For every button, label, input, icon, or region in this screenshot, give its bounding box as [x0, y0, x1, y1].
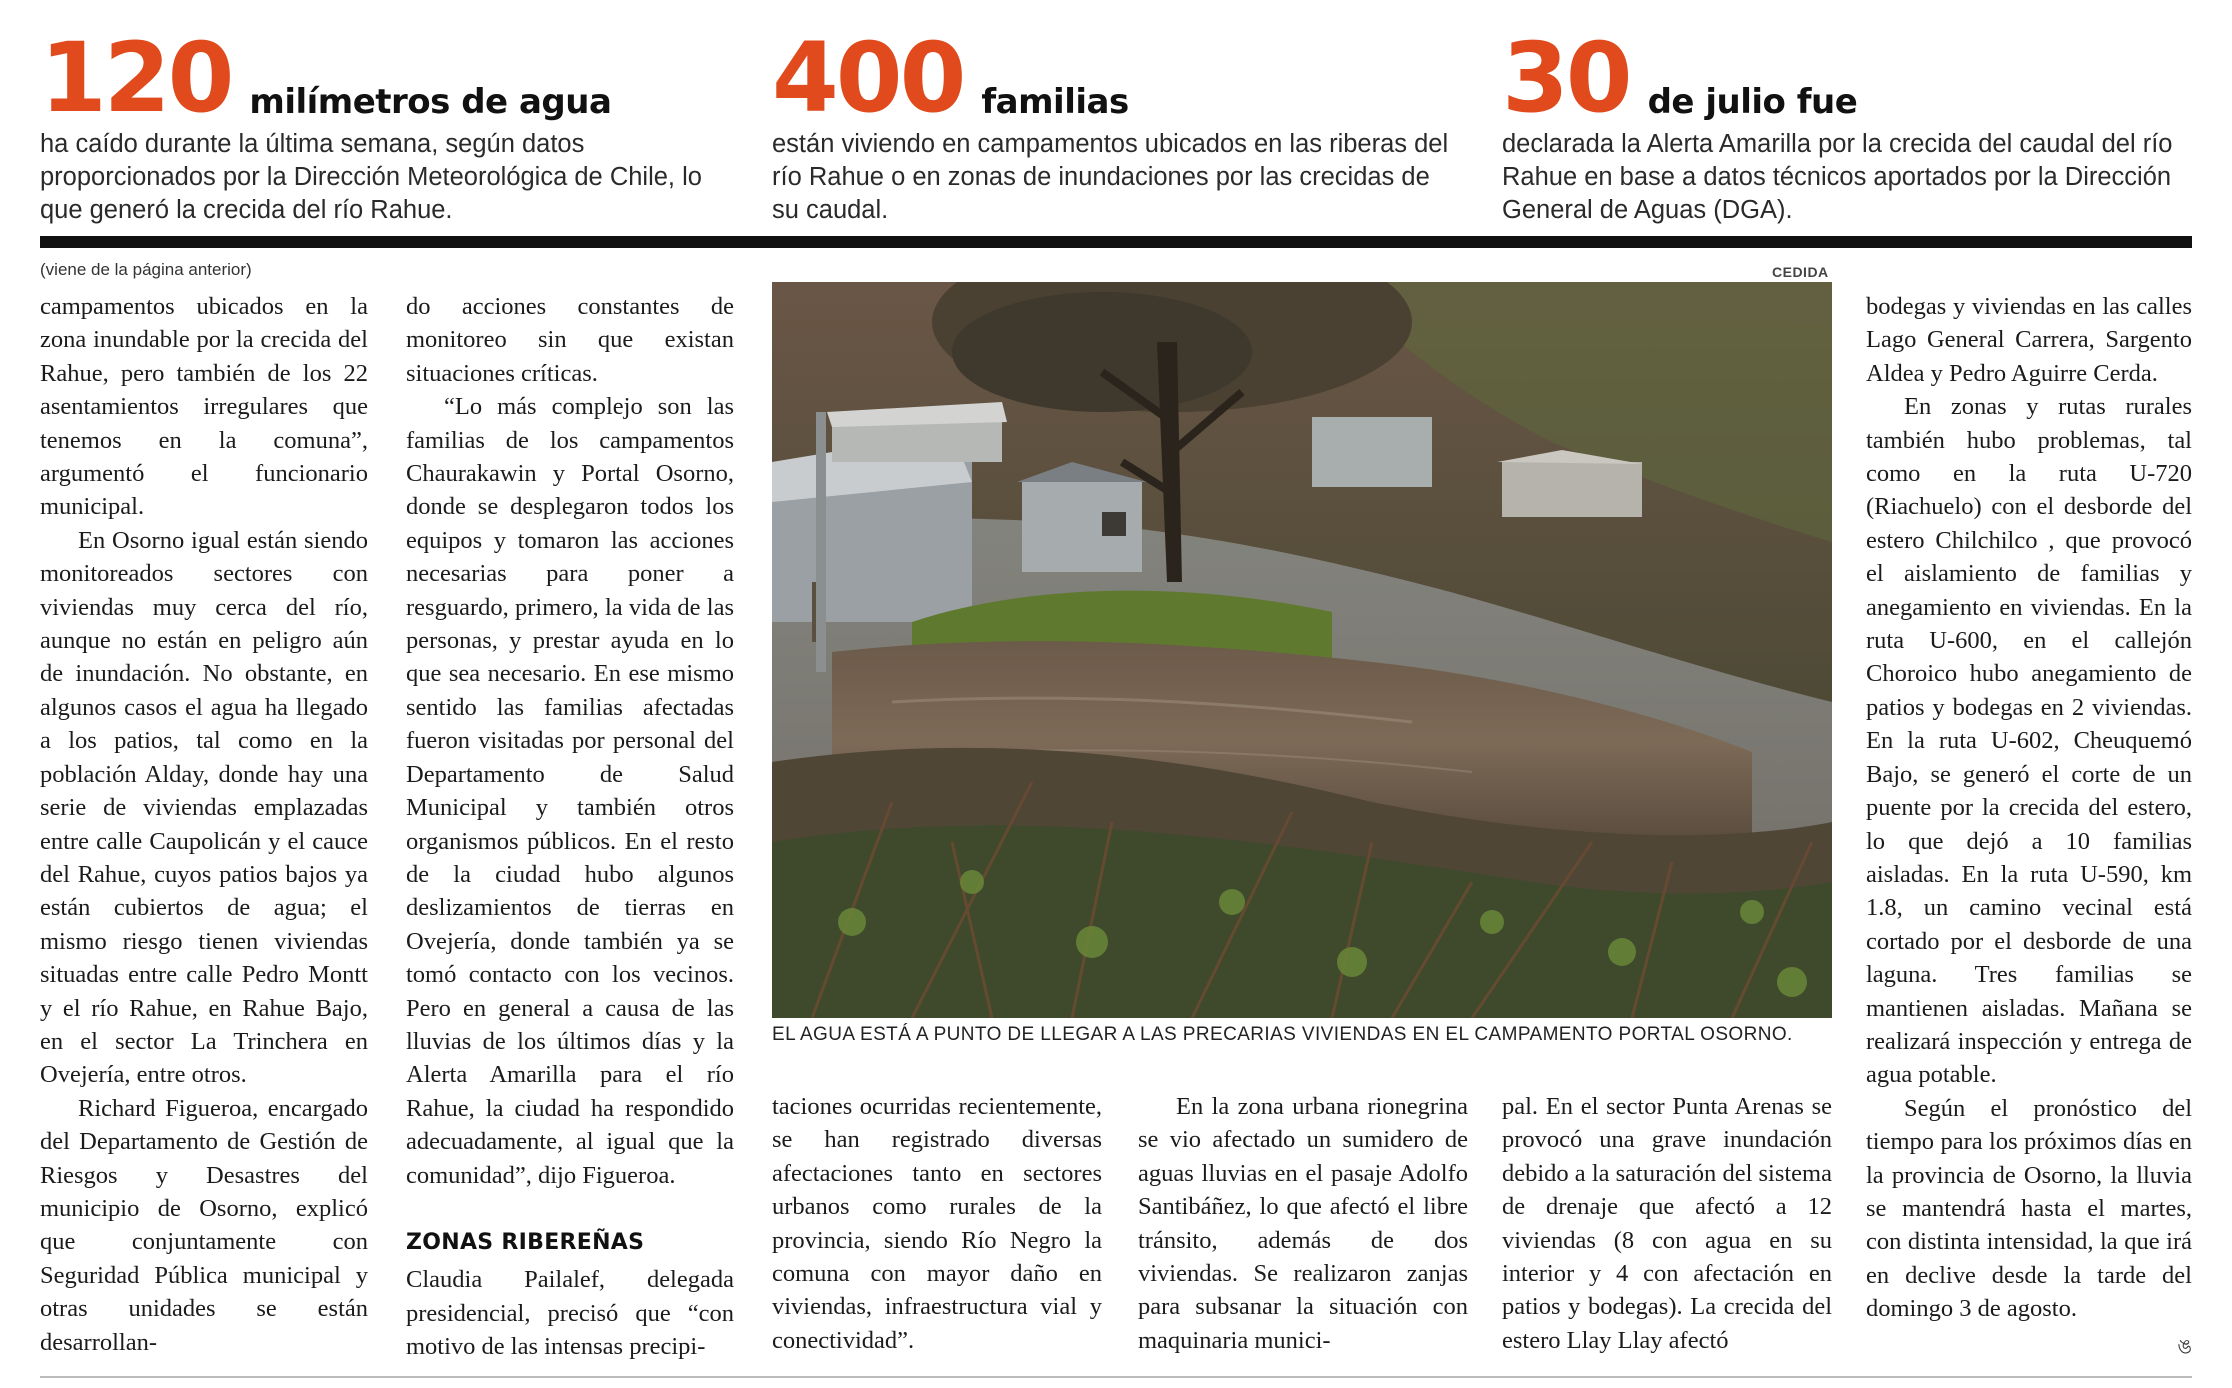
flood-photo — [772, 282, 1832, 1018]
paragraph: pal. En el sector Punta Arenas se provocó una grave inundación debido a la saturación del sistema de drenaje que afectó a 12 viviendas (8 con agua en su interior y 4 con afectación en patios y bodegas). La crecida del estero Llay Llay afectó — [1502, 1093, 1832, 1354]
stat-families — [772, 22, 1462, 227]
stat-rainfall — [40, 22, 730, 227]
continued-note: (viene de la página anterior) — [40, 260, 252, 279]
paragraph: En zonas y rutas rurales también hubo problemas, tal como en la ruta U-720 (Riachuelo) con el desborde del estero Chilchilco , que provocó el aislamiento de familias y anegamiento en viviendas. En la ruta U-600, en el callejón Choroico hubo anegamiento de patios y bodegas en 2 viviendas. En la ruta U-602, Cheuquemó Bajo, se generó el corte de un puente por la crecida del estero, lo que dejó a 10 familias aisladas. En la ruta U-590, km 1.8, un camino vecinal está cortado por el desborde de una laguna. Tres familias se mantienen aisladas. Mañana se realizará inspección y entrega de agua potable. — [1866, 393, 2192, 1089]
photo-credit: CEDIDA — [1772, 264, 1829, 280]
stat-unit: familias — [981, 82, 1129, 122]
paragraph: En Osorno igual están siendo monitoreados sectores con viviendas muy cerca del río, aunque no están en peligro aún de inundación. No obstante, en algunos casos el agua ha llegado a los patios, tal como en la población Alday, donde hay una serie de viviendas emplazadas entre calle Caupolicán y el cauce del Rahue, cuyos patios bajos ya están cubiertos de agua; el mismo riesgo tienen viviendas situadas entre calle Pedro Montt y el río Rahue, en Rahue Bajo, en el sector La Trinchera en Ovejería, entre otros. — [40, 526, 368, 1089]
article-column-4 — [1138, 1090, 1468, 1357]
stat-number: 30 — [1502, 22, 1630, 134]
paragraph: Richard Figueroa, encargado del Departamento de Gestión de Riesgos y Desastres del municipio de Osorno, explicó que conjuntamente con Seguridad Pública municipal y otras unidades se están desarrollan- — [40, 1094, 368, 1356]
paragraph: do acciones constantes de monitoreo sin que existan situaciones críticas. — [406, 293, 734, 387]
paragraph: “Lo más complejo son las familias de los campamentos Chaurakawin y Portal Osorno, donde se desplegaron todos los equipos y tomaron las acciones necesarias para poner a resguardo, primero, la vida de las personas, y prestar ayuda en lo que sea necesario. En ese mismo sentido las familias afectadas fueron visitadas por personal del Departamento de Salud Municipal y también otros organismos públicos. En el resto de la ciudad hubo algunos deslizamientos de tierras en Ovejería, donde también ya se tomó contacto con los vecinos. Pero en general a causa de las lluvias de los últimos días y la Alerta Amarilla para el río Rahue, la ciudad ha respondido adecuadamente, al igual que la comunidad”, dijo Figueroa. — [406, 393, 734, 1189]
paragraph: taciones ocurridas recientemente, se han registrado diversas afectaciones tanto en sectores urbanos como rurales de la provincia, siendo Río Negro la comuna con mayor daño en viviendas, infraestructura vial y conectividad”. — [772, 1093, 1102, 1354]
article-column-6 — [1866, 290, 2192, 1363]
stat-number: 120 — [40, 22, 232, 134]
article-end-mark-icon: ঙ — [2177, 1333, 2192, 1358]
article-column-2 — [406, 290, 734, 1364]
article-column-1 — [40, 290, 368, 1359]
paragraph: Según el pronóstico del tiempo para los próximos días en la provincia de Osorno, la lluvia se mantendrá hasta el martes, con distinta intensidad, la que irá en declive desde la tarde del domingo 3 de agosto. — [1866, 1094, 2192, 1323]
bottom-divider — [40, 1376, 2192, 1378]
article-column-5 — [1502, 1090, 1832, 1357]
stat-description: declarada la Alerta Amarilla por la crecida del caudal del río Rahue en base a datos técnicos aportados por la Dirección General de Aguas (DGA). — [1502, 130, 2173, 224]
house-left — [772, 432, 972, 642]
house-upper — [827, 402, 1007, 462]
stat-description: ha caído durante la última semana, según datos proporcionados por la Dirección Meteorológica de Chile, lo que generó la crecida del río Rahue. — [40, 130, 702, 224]
stat-description: están viviendo en campamentos ubicados en las riberas del río Rahue o en zonas de inundaciones por las crecidas de su caudal. — [772, 130, 1449, 224]
paragraph: Claudia Pailalef, delegada presidencial, precisó que “con motivo de las intensas precipi- — [406, 1266, 734, 1361]
section-subhead: ZONAS RIBEREÑAS — [406, 1229, 645, 1255]
photo-caption: EL AGUA ESTÁ A PUNTO DE LLEGAR A LAS PRECARIAS VIVIENDAS EN EL CAMPAMENTO PORTAL OSORNO. — [772, 1024, 1793, 1045]
header-divider — [40, 236, 2192, 248]
paragraph: campamentos ubicados en la zona inundable por la crecida del Rahue, pero también de los 22 asentamientos irregulares que tenemos en la comuna”, argumentó el funcionario municipal. — [40, 293, 368, 521]
paragraph: bodegas y viviendas en las calles Lago General Carrera, Sargento Aldea y Pedro Aguirre Cerda. — [1866, 293, 2192, 387]
paragraph: En la zona urbana rionegrina se vio afectado un sumidero de aguas lluvias en el pasaje Adolfo Santibáñez, lo que afectó el libre tránsito, además de dos viviendas. Se realizaron zanjas para subsanar la situación con maquinaria munici- — [1138, 1093, 1468, 1354]
stat-number: 400 — [772, 22, 964, 134]
house-center — [1017, 462, 1147, 572]
article-column-3 — [772, 1090, 1102, 1357]
stat-unit: de julio fue — [1647, 82, 1858, 122]
stat-alert-date — [1502, 22, 2192, 227]
stat-unit: milímetros de agua — [249, 82, 612, 122]
flood-photo-illustration — [772, 282, 1832, 1018]
